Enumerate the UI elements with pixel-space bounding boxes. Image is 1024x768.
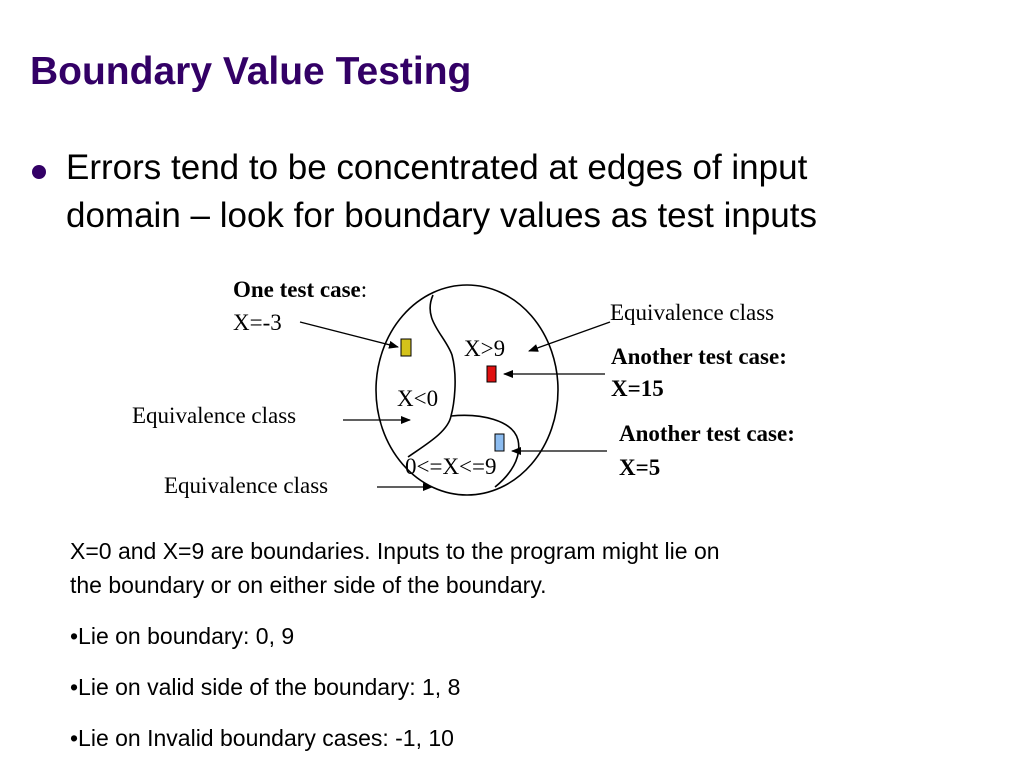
region-label-high: X>9 bbox=[464, 336, 506, 361]
partition-line-upper bbox=[408, 295, 455, 457]
equiv-class-label-negative: Equivalence class bbox=[132, 403, 297, 428]
boundary-explanation bbox=[70, 534, 930, 602]
test-case-marker-high bbox=[487, 366, 496, 382]
equiv-class-label-valid: Equivalence class bbox=[164, 473, 329, 498]
test-case-3-label: Another test case: bbox=[619, 421, 795, 446]
test-case-1-value: X=-3 bbox=[233, 310, 282, 335]
note-item-invalid-side: •Lie on Invalid boundary cases: -1, 10 bbox=[70, 725, 454, 751]
test-case-1-label: One test case: bbox=[233, 277, 368, 302]
test-case-marker-negative bbox=[401, 339, 411, 356]
test-case-2-label: Another test case: bbox=[611, 344, 787, 369]
note-item-valid-side: •Lie on valid side of the boundary: 1, 8 bbox=[70, 674, 461, 700]
test-case-2-value: X=15 bbox=[611, 376, 664, 401]
equiv-class-label-high: Equivalence class bbox=[610, 300, 775, 325]
arrow-equiv-class-high bbox=[529, 322, 610, 351]
region-label-valid: 0<=X<=9 bbox=[405, 454, 497, 479]
note-item-on-boundary: •Lie on boundary: 0, 9 bbox=[70, 623, 295, 649]
region-label-negative: X<0 bbox=[397, 386, 439, 411]
test-case-3-value: X=5 bbox=[619, 455, 661, 480]
slide-title: Boundary Value Testing bbox=[30, 50, 472, 93]
main-bullet-line-1: Errors tend to be concentrated at edges of input bbox=[66, 148, 808, 187]
boundary-explanation-line-1: X=0 and X=9 are boundaries. Inputs to the program might lie on bbox=[70, 538, 720, 564]
boundary-explanation-line-2: the boundary or on either side of the boundary. bbox=[70, 572, 547, 598]
arrow-test-case-1 bbox=[300, 322, 398, 347]
test-case-marker-valid bbox=[495, 434, 504, 451]
boundary-notes bbox=[70, 534, 930, 755]
main-bullet-line-2: domain – look for boundary values as test inputs bbox=[66, 196, 817, 235]
